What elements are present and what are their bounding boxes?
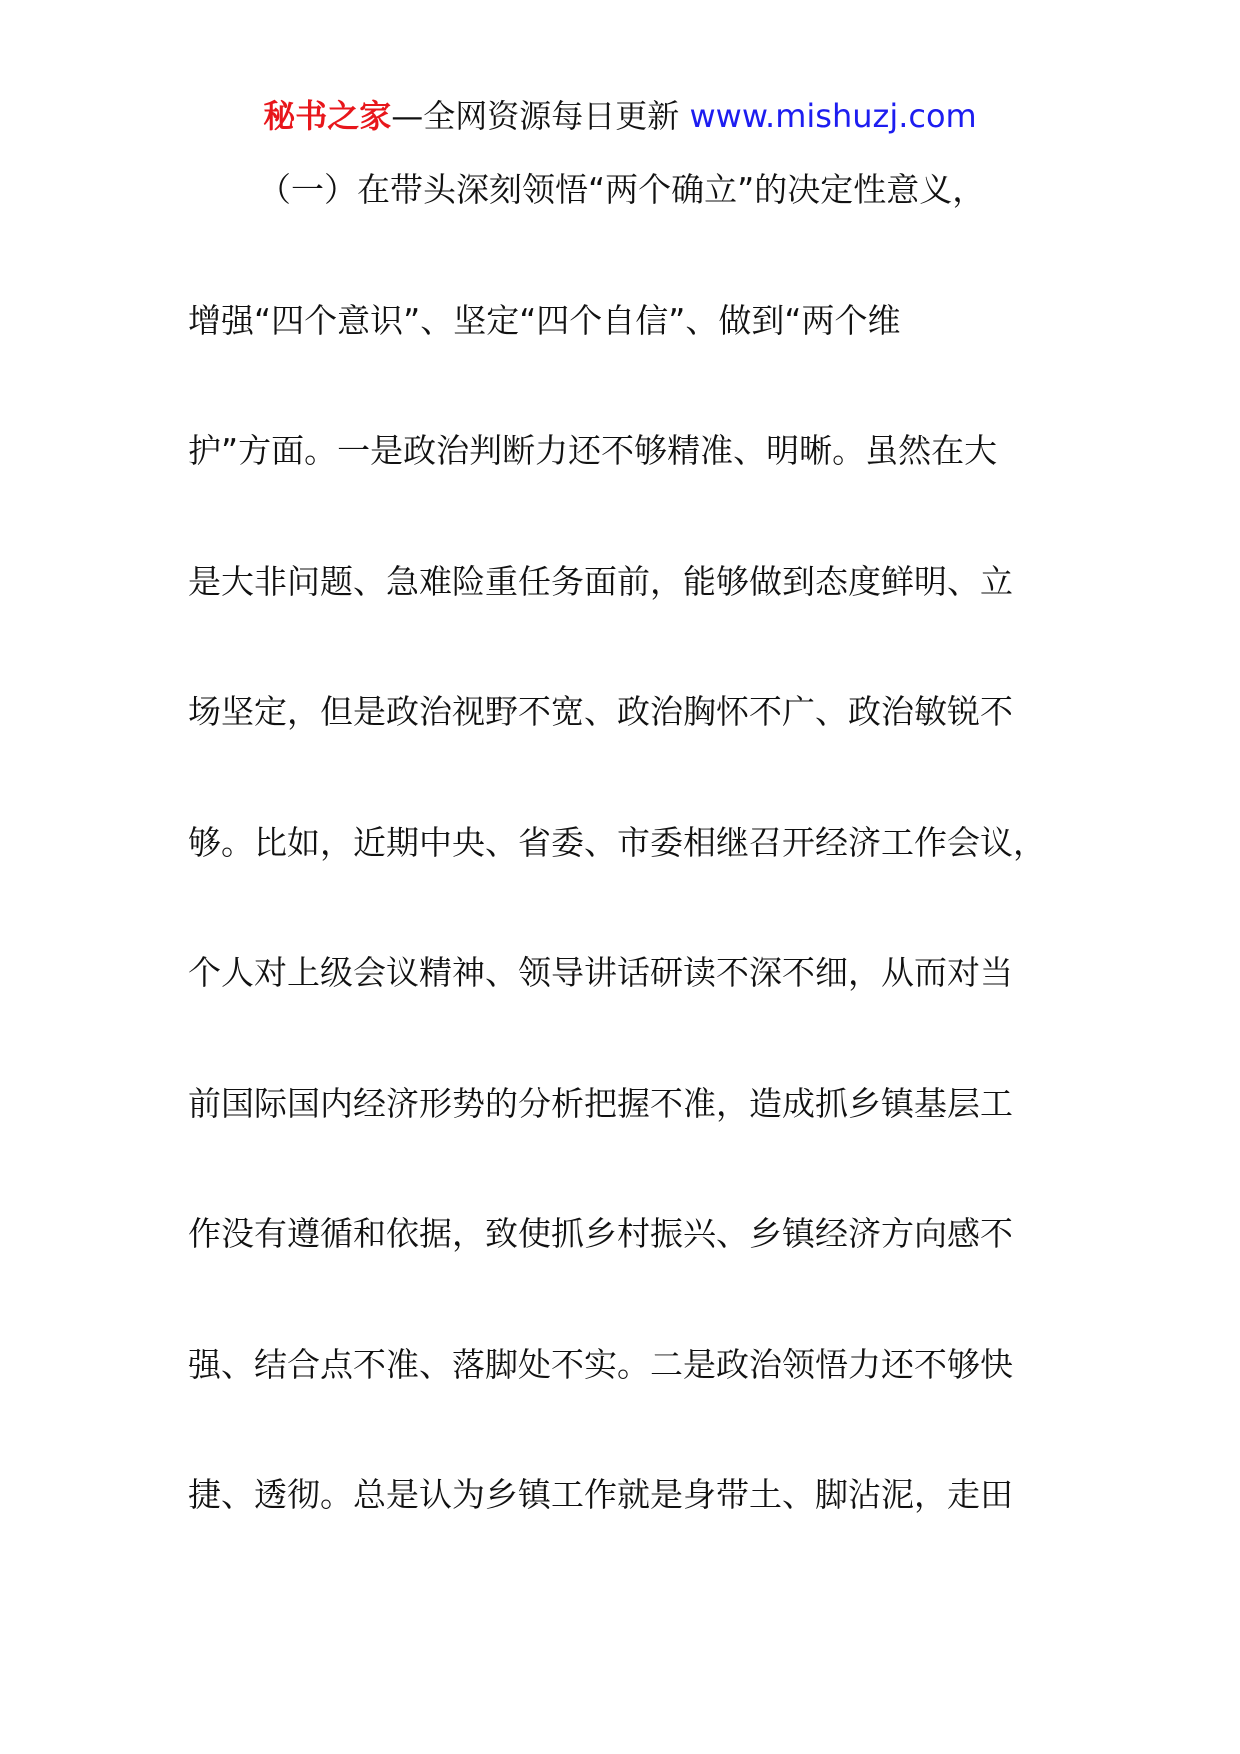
paragraph-line: 增强“四个意识”、坚定“四个自信”、做到“两个维 <box>188 300 901 340</box>
paragraph-line: 个人对上级会议精神、领导讲话研读不深不细，从而对当 <box>188 953 1013 992</box>
paragraph-line: 是大非问题、急难险重任务面前，能够做到态度鲜明、立 <box>188 561 1013 601</box>
paragraph-line: 强、结合点不准、落脚处不实。二是政治领悟力还不够快 <box>188 1344 1013 1384</box>
header-slogan: —全网资源每日更新 <box>391 97 690 135</box>
document-body <box>188 164 1068 1600</box>
paragraph-line: 场坚定，但是政治视野不宽、政治胸怀不广、政治敏锐不 <box>188 692 1013 731</box>
paragraph-line: 够。比如，近期中央、省委、市委相继召开经济工作会议， <box>188 822 1046 862</box>
paragraph-line: （一）在带头深刻领悟“两个确立”的决定性意义， <box>258 170 986 209</box>
paragraph-line: 捷、透彻。总是认为乡镇工作就是身带土、脚沾泥，走田 <box>188 1475 1013 1514</box>
page-header <box>0 96 1240 136</box>
paragraph-line: 前国际国内经济形势的分析把握不准，造成抓乡镇基层工 <box>188 1083 1013 1123</box>
brand-name: 秘书之家 <box>263 97 392 135</box>
paragraph-line: 作没有遵循和依据，致使抓乡村振兴、乡镇经济方向感不 <box>188 1214 1013 1253</box>
site-url-link[interactable]: www.mishuzj.com <box>689 97 977 135</box>
paragraph-line: 护”方面。一是政治判断力还不够精准、明晰。虽然在大 <box>188 431 998 470</box>
